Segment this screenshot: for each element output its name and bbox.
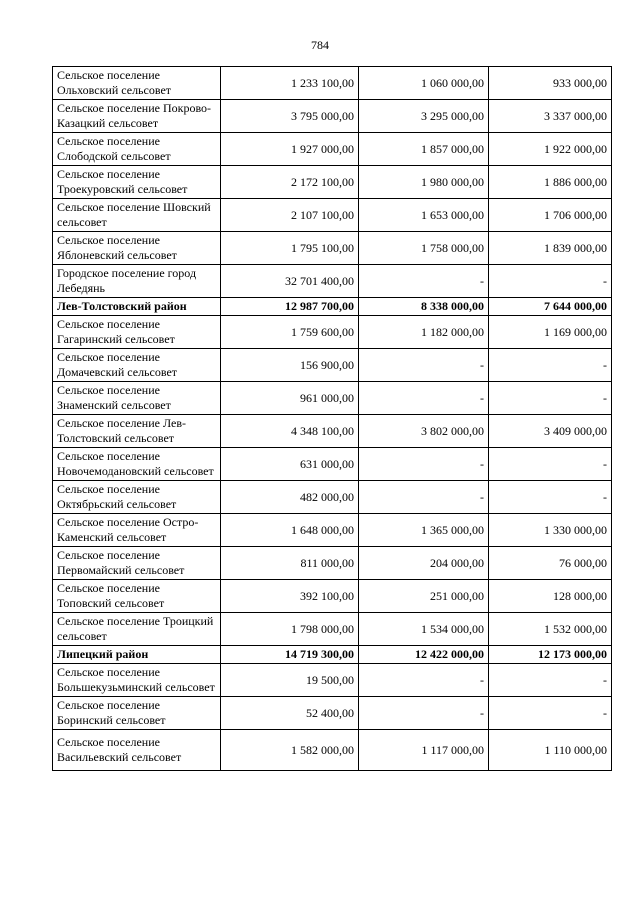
municipality-name: Сельское поселение Покрово-Казацкий сельсовет — [53, 100, 221, 133]
municipality-name: Липецкий район — [53, 646, 221, 664]
table-row — [53, 199, 612, 232]
amount-year-1: 14 719 300,00 — [221, 646, 359, 664]
table-row — [53, 514, 612, 547]
table-row — [53, 730, 612, 771]
amount-year-3: 1 532 000,00 — [489, 613, 612, 646]
amount-year-1: 1 759 600,00 — [221, 316, 359, 349]
municipality-name: Сельское поселение Шовский сельсовет — [53, 199, 221, 232]
amount-year-3: 1 110 000,00 — [489, 730, 612, 771]
amount-year-3: - — [489, 664, 612, 697]
municipality-name: Городское поселение город Лебедянь — [53, 265, 221, 298]
amount-year-1: 392 100,00 — [221, 580, 359, 613]
municipality-name: Сельское поселение Боринский сельсовет — [53, 697, 221, 730]
amount-year-1: 2 172 100,00 — [221, 166, 359, 199]
amount-year-1: 482 000,00 — [221, 481, 359, 514]
amount-year-1: 1 582 000,00 — [221, 730, 359, 771]
amount-year-2: 8 338 000,00 — [359, 298, 489, 316]
amount-year-1: 961 000,00 — [221, 382, 359, 415]
amount-year-2: 1 182 000,00 — [359, 316, 489, 349]
table-body — [53, 67, 612, 771]
table-row — [53, 100, 612, 133]
table-row — [53, 166, 612, 199]
table-row — [53, 448, 612, 481]
municipality-name: Сельское поселение Новочемодановский сельсовет — [53, 448, 221, 481]
amount-year-2: 1 980 000,00 — [359, 166, 489, 199]
amount-year-1: 2 107 100,00 — [221, 199, 359, 232]
municipality-name: Сельское поселение Большекузьминский сельсовет — [53, 664, 221, 697]
table-row — [53, 232, 612, 265]
municipality-name: Сельское поселение Первомайский сельсовет — [53, 547, 221, 580]
amount-year-3: 1 706 000,00 — [489, 199, 612, 232]
municipality-name: Сельское поселение Васильевский сельсовет — [53, 730, 221, 771]
table-row — [53, 265, 612, 298]
amount-year-1: 1 233 100,00 — [221, 67, 359, 100]
municipality-name: Сельское поселение Остро-Каменский сельсовет — [53, 514, 221, 547]
amount-year-1: 3 795 000,00 — [221, 100, 359, 133]
budget-table — [52, 66, 612, 771]
amount-year-2: 251 000,00 — [359, 580, 489, 613]
table-row — [53, 580, 612, 613]
amount-year-3: - — [489, 265, 612, 298]
amount-year-1: 1 648 000,00 — [221, 514, 359, 547]
municipality-name: Сельское поселение Лев-Толстовский сельсовет — [53, 415, 221, 448]
table-row — [53, 697, 612, 730]
municipality-name: Сельское поселение Домачевский сельсовет — [53, 349, 221, 382]
amount-year-3: - — [489, 697, 612, 730]
amount-year-3: 1 886 000,00 — [489, 166, 612, 199]
municipality-name: Сельское поселение Слободской сельсовет — [53, 133, 221, 166]
municipality-name: Сельское поселение Октябрьский сельсовет — [53, 481, 221, 514]
table-row — [53, 133, 612, 166]
amount-year-1: 12 987 700,00 — [221, 298, 359, 316]
amount-year-2: 1 758 000,00 — [359, 232, 489, 265]
amount-year-1: 1 798 000,00 — [221, 613, 359, 646]
amount-year-3: 1 839 000,00 — [489, 232, 612, 265]
amount-year-3: 3 409 000,00 — [489, 415, 612, 448]
amount-year-2: 204 000,00 — [359, 547, 489, 580]
amount-year-2: 1 534 000,00 — [359, 613, 489, 646]
municipality-name: Сельское поселение Знаменский сельсовет — [53, 382, 221, 415]
table-row — [53, 547, 612, 580]
table-row — [53, 481, 612, 514]
table-row — [53, 415, 612, 448]
amount-year-2: 1 117 000,00 — [359, 730, 489, 771]
amount-year-1: 32 701 400,00 — [221, 265, 359, 298]
amount-year-1: 1 795 100,00 — [221, 232, 359, 265]
amount-year-2: - — [359, 265, 489, 298]
table-row — [53, 664, 612, 697]
amount-year-2: 3 295 000,00 — [359, 100, 489, 133]
amount-year-3: - — [489, 448, 612, 481]
amount-year-3: 128 000,00 — [489, 580, 612, 613]
amount-year-2: 1 857 000,00 — [359, 133, 489, 166]
municipality-name: Сельское поселение Яблоневский сельсовет — [53, 232, 221, 265]
amount-year-2: - — [359, 481, 489, 514]
table-row — [53, 349, 612, 382]
amount-year-2: - — [359, 448, 489, 481]
amount-year-2: - — [359, 697, 489, 730]
amount-year-2: - — [359, 382, 489, 415]
amount-year-2: 12 422 000,00 — [359, 646, 489, 664]
amount-year-3: 1 922 000,00 — [489, 133, 612, 166]
amount-year-2: 1 653 000,00 — [359, 199, 489, 232]
table-row — [53, 67, 612, 100]
amount-year-1: 19 500,00 — [221, 664, 359, 697]
district-total-row — [53, 646, 612, 664]
amount-year-3: 12 173 000,00 — [489, 646, 612, 664]
amount-year-1: 1 927 000,00 — [221, 133, 359, 166]
amount-year-3: - — [489, 481, 612, 514]
amount-year-1: 156 900,00 — [221, 349, 359, 382]
amount-year-3: 76 000,00 — [489, 547, 612, 580]
amount-year-3: - — [489, 382, 612, 415]
amount-year-1: 811 000,00 — [221, 547, 359, 580]
amount-year-3: 7 644 000,00 — [489, 298, 612, 316]
amount-year-2: 1 060 000,00 — [359, 67, 489, 100]
municipality-name: Сельское поселение Топовский сельсовет — [53, 580, 221, 613]
amount-year-3: 933 000,00 — [489, 67, 612, 100]
district-total-row — [53, 298, 612, 316]
amount-year-2: 3 802 000,00 — [359, 415, 489, 448]
municipality-name: Сельское поселение Ольховский сельсовет — [53, 67, 221, 100]
amount-year-3: 1 169 000,00 — [489, 316, 612, 349]
amount-year-2: 1 365 000,00 — [359, 514, 489, 547]
amount-year-2: - — [359, 349, 489, 382]
municipality-name: Сельское поселение Троицкий сельсовет — [53, 613, 221, 646]
amount-year-1: 4 348 100,00 — [221, 415, 359, 448]
amount-year-2: - — [359, 664, 489, 697]
table-row — [53, 316, 612, 349]
municipality-name: Лев-Толстовский район — [53, 298, 221, 316]
amount-year-3: 1 330 000,00 — [489, 514, 612, 547]
amount-year-1: 52 400,00 — [221, 697, 359, 730]
page-number: 784 — [311, 38, 329, 52]
amount-year-1: 631 000,00 — [221, 448, 359, 481]
amount-year-3: 3 337 000,00 — [489, 100, 612, 133]
table-row — [53, 382, 612, 415]
municipality-name: Сельское поселение Гагаринский сельсовет — [53, 316, 221, 349]
table-row — [53, 613, 612, 646]
municipality-name: Сельское поселение Троекуровский сельсовет — [53, 166, 221, 199]
amount-year-3: - — [489, 349, 612, 382]
